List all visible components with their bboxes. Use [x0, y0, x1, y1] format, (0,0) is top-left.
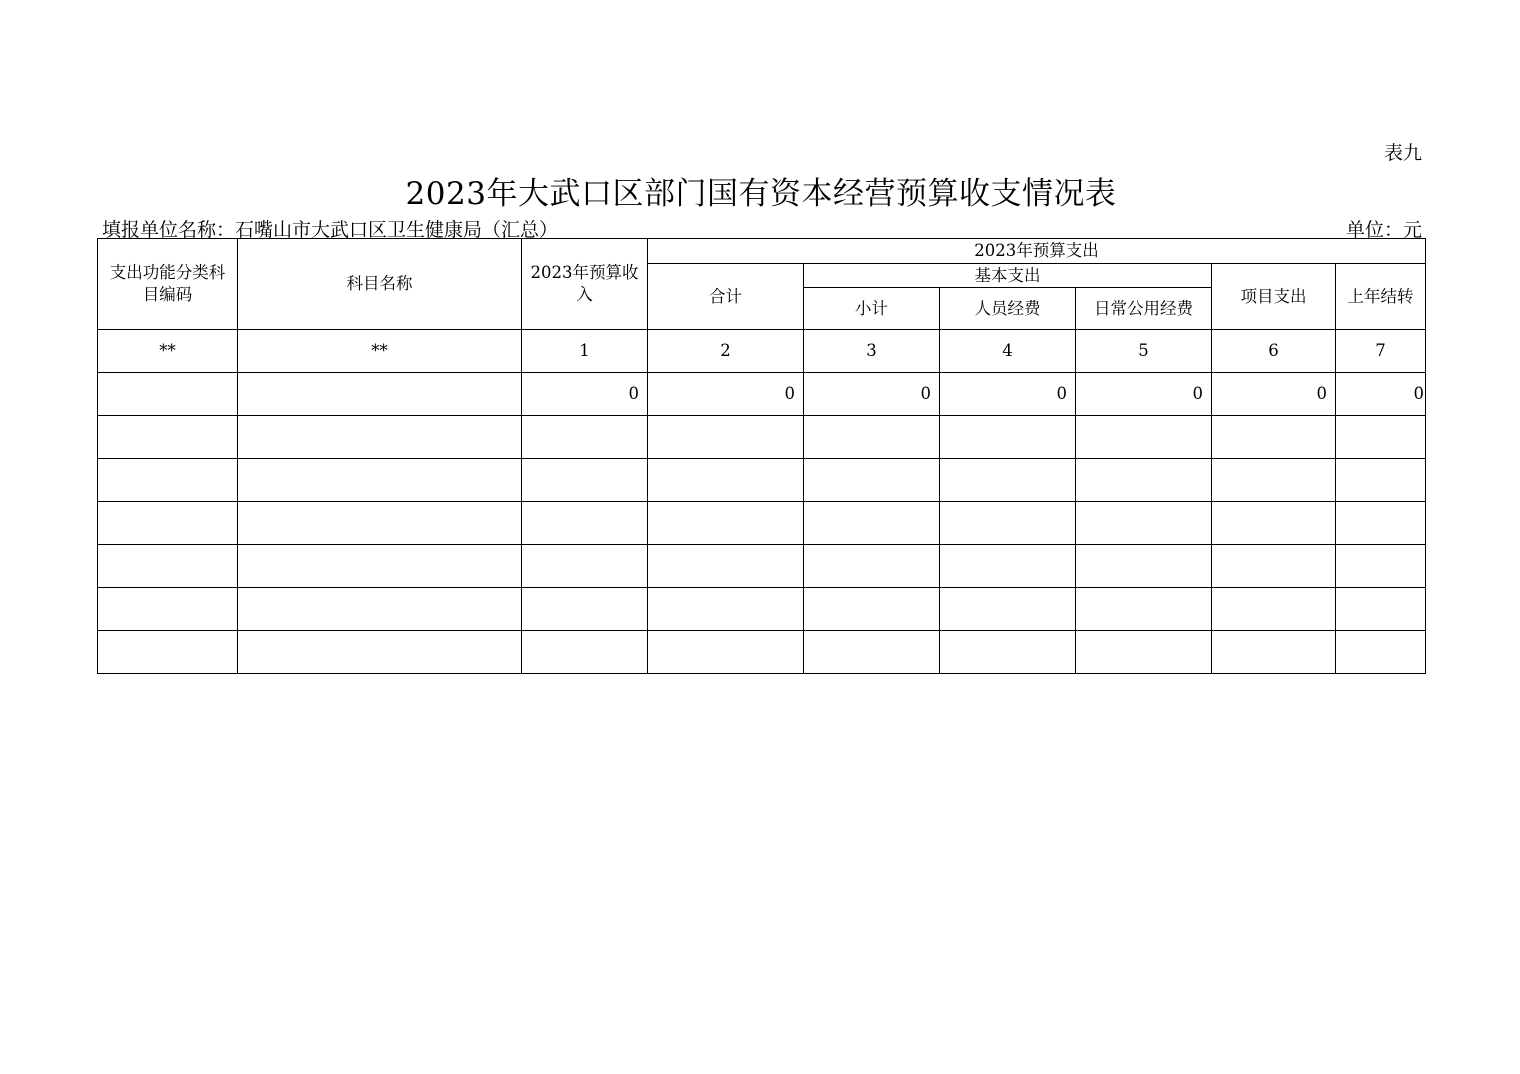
table-cell: 0 — [522, 373, 648, 416]
column-group-basic: 基本支出 — [804, 264, 1212, 288]
index-cell: 4 — [940, 330, 1076, 373]
page-title: 2023年大武口区部门国有资本经营预算收支情况表 — [405, 176, 1117, 212]
table-cell — [522, 588, 648, 631]
table-row — [98, 502, 1426, 545]
table-cell — [1076, 502, 1212, 545]
index-row — [98, 330, 1426, 373]
table-cell — [648, 545, 804, 588]
table-cell — [804, 459, 940, 502]
filling-unit-label: 填报单位名称：石嘴山市大武口区卫生健康局（汇总） — [102, 219, 559, 241]
table-cell — [648, 631, 804, 674]
table-cell — [98, 416, 238, 459]
table-cell — [940, 631, 1076, 674]
table-cell — [1212, 631, 1336, 674]
index-cell: 6 — [1212, 330, 1336, 373]
table-cell — [940, 416, 1076, 459]
table-cell — [1336, 416, 1426, 459]
table-cell — [1076, 545, 1212, 588]
table-cell — [804, 588, 940, 631]
table-cell — [522, 416, 648, 459]
table-cell — [1212, 545, 1336, 588]
table-cell: 0 — [648, 373, 804, 416]
table-cell: 0 — [1212, 373, 1336, 416]
table-cell — [238, 459, 522, 502]
table-cell — [98, 459, 238, 502]
table-cell — [98, 373, 238, 416]
table-cell — [804, 416, 940, 459]
table-row — [98, 459, 1426, 502]
header-row-1 — [98, 239, 1426, 264]
table-cell — [648, 459, 804, 502]
column-header-project: 项目支出 — [1212, 264, 1336, 330]
table-cell — [804, 502, 940, 545]
table-cell — [98, 631, 238, 674]
table-cell: 0 — [1336, 373, 1426, 416]
table-cell — [238, 502, 522, 545]
table-cell — [940, 545, 1076, 588]
table-cell — [1212, 588, 1336, 631]
column-header-income: 2023年预算收入 — [522, 239, 648, 330]
table-cell — [238, 416, 522, 459]
table-cell: 0 — [940, 373, 1076, 416]
table-row — [98, 416, 1426, 459]
table-cell: 0 — [804, 373, 940, 416]
table-cell — [804, 545, 940, 588]
table-cell — [98, 545, 238, 588]
table-row — [98, 373, 1426, 416]
column-header-name: 科目名称 — [238, 239, 522, 330]
table-cell — [1336, 502, 1426, 545]
budget-table — [97, 238, 1426, 674]
table-cell — [940, 588, 1076, 631]
column-header-personnel: 人员经费 — [940, 288, 1076, 330]
index-cell: 2 — [648, 330, 804, 373]
table-cell — [1076, 588, 1212, 631]
table-cell — [238, 588, 522, 631]
table-cell — [1336, 459, 1426, 502]
table-cell — [940, 459, 1076, 502]
table-row — [98, 631, 1426, 674]
table-cell — [648, 502, 804, 545]
index-cell: 5 — [1076, 330, 1212, 373]
table-row — [98, 545, 1426, 588]
table-cell — [238, 631, 522, 674]
table-cell — [1212, 416, 1336, 459]
column-header-carryover: 上年结转 — [1336, 264, 1426, 330]
index-cell: ** — [98, 330, 238, 373]
table-cell — [1076, 459, 1212, 502]
currency-unit-label: 单位：元 — [1345, 219, 1422, 241]
index-cell: 3 — [804, 330, 940, 373]
table-cell — [522, 502, 648, 545]
column-header-code: 支出功能分类科目编码 — [98, 239, 238, 330]
index-cell: ** — [238, 330, 522, 373]
column-header-subtotal: 小计 — [804, 288, 940, 330]
table-cell — [98, 502, 238, 545]
table-cell — [1076, 631, 1212, 674]
table-cell — [522, 631, 648, 674]
table-row — [98, 588, 1426, 631]
table-cell — [1212, 502, 1336, 545]
table-cell — [238, 373, 522, 416]
table-cell — [1336, 588, 1426, 631]
table-cell — [804, 631, 940, 674]
table-cell — [648, 416, 804, 459]
table-number: 表九 — [1383, 142, 1422, 164]
table-cell — [1212, 459, 1336, 502]
table-cell — [522, 545, 648, 588]
table-cell — [522, 459, 648, 502]
table-cell — [940, 502, 1076, 545]
table-cell — [648, 588, 804, 631]
table-cell — [1076, 416, 1212, 459]
table-cell — [98, 588, 238, 631]
table-cell — [1336, 631, 1426, 674]
index-cell: 1 — [522, 330, 648, 373]
column-header-public: 日常公用经费 — [1076, 288, 1212, 330]
index-cell: 7 — [1336, 330, 1426, 373]
table-cell — [238, 545, 522, 588]
table-cell: 0 — [1076, 373, 1212, 416]
column-group-expenditure: 2023年预算支出 — [648, 239, 1426, 264]
table-cell — [1336, 545, 1426, 588]
column-header-total: 合计 — [648, 264, 804, 330]
